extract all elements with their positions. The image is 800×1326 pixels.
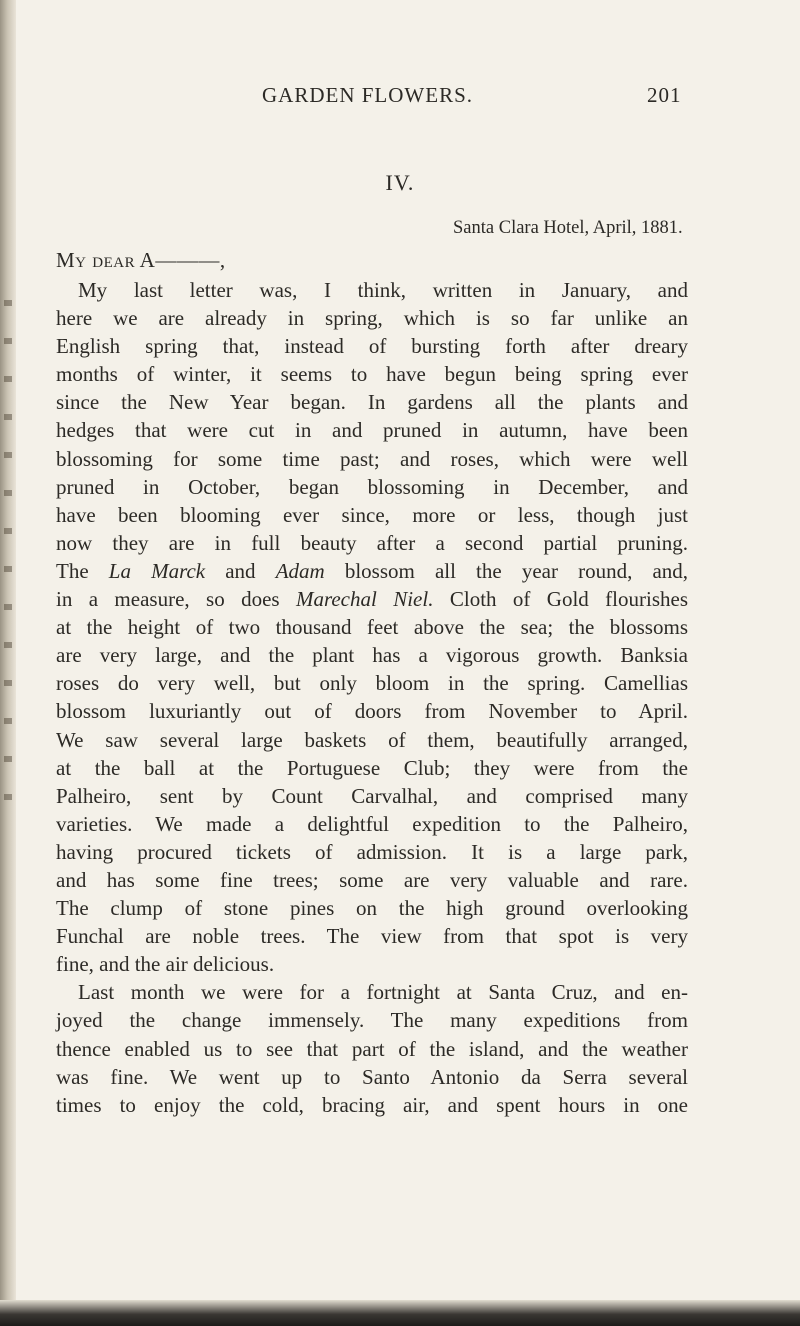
- text-line: fine, and the air delicious.: [56, 952, 275, 977]
- text-line: blossom luxuriantly out of doors from November to April.: [56, 699, 688, 724]
- text-line: The clump of stone pines on the high ground overlooking: [56, 896, 688, 921]
- text-line: English spring that, instead of bursting forth after dreary: [56, 334, 688, 359]
- text-line: was fine. We went up to Santo Antonio da Serra several: [56, 1064, 688, 1089]
- text-line: times to enjoy the cold, bracing air, and spent hours in one: [56, 1092, 688, 1117]
- text-line: varieties. We made a delightful expedition to the Palheiro,: [56, 811, 688, 836]
- text-line: at the height of two thousand feet above the sea; the blossoms: [56, 615, 688, 640]
- letter-body: [56, 276, 688, 1119]
- text-line: pruned in October, began blossoming in December, and: [56, 474, 688, 499]
- text-line: since the New Year began. In gardens all the plants and: [56, 390, 688, 415]
- text-line: [56, 557, 688, 585]
- text-line: and has some fine trees; some are very valuable and rare.: [56, 867, 688, 892]
- text-run: blossom all the year round, and,: [344, 558, 689, 583]
- text-line: Palheiro, sent by Count Carvalhal, and comprised many: [56, 783, 688, 808]
- text-line: blossoming for some time past; and roses, which were well: [56, 446, 688, 471]
- text-run: in a measure, so does: [56, 587, 280, 612]
- text-line: having procured tickets of admission. It is a large park,: [56, 839, 688, 864]
- text-line: hedges that were cut in and pruned in autumn, have been: [56, 418, 688, 443]
- text-run: The: [56, 558, 89, 583]
- text-run: Cloth of Gold flourishes: [449, 587, 689, 612]
- salutation-text: My dear A: [56, 248, 156, 272]
- salutation-dash: ———,: [155, 248, 226, 272]
- text-line: thence enabled us to see that part of the island, and the weather: [56, 1036, 688, 1061]
- text-line: [56, 585, 688, 613]
- text-line: Last month we were for a fortnight at Santa Cruz, and en-: [78, 980, 688, 1005]
- book-gutter: [0, 0, 16, 1326]
- rose-name-la-marck: La Marck: [108, 558, 206, 583]
- letter-dateline: Santa Clara Hotel, April, 1881.: [453, 218, 683, 238]
- text-line: My last letter was, I think, written in January, and: [78, 278, 688, 302]
- gutter-binding-marks: [4, 300, 12, 820]
- text-line: joyed the change immensely. The many expeditions from: [56, 1008, 688, 1033]
- text-run: and: [225, 558, 256, 583]
- text-line: roses do very well, but only bloom in the spring. Camellias: [56, 671, 688, 696]
- rose-name-adam: Adam: [275, 558, 325, 583]
- chapter-number: IV.: [385, 170, 415, 195]
- text-line: are very large, and the plant has a vigorous growth. Banksia: [56, 643, 688, 668]
- running-title: GARDEN FLOWERS.: [262, 83, 474, 107]
- text-line: here we are already in spring, which is so far unlike an: [56, 306, 688, 331]
- text-line: We saw several large baskets of them, beautifully arranged,: [56, 727, 688, 752]
- page-edge-shadow: [0, 1300, 800, 1326]
- text-line: have been blooming ever since, more or less, though just: [56, 502, 688, 527]
- text-line: now they are in full beauty after a second partial pruning.: [56, 530, 688, 555]
- running-head: [0, 83, 800, 113]
- letter-salutation: [56, 248, 226, 273]
- page-number: 201: [647, 83, 682, 107]
- text-line: at the ball at the Portuguese Club; they were from the: [56, 755, 688, 780]
- text-line: months of winter, it seems to have begun being spring ever: [56, 362, 688, 387]
- rose-name-marechal-niel: Marechal Niel.: [295, 587, 434, 612]
- text-line: Funchal are noble trees. The view from that spot is very: [56, 924, 688, 949]
